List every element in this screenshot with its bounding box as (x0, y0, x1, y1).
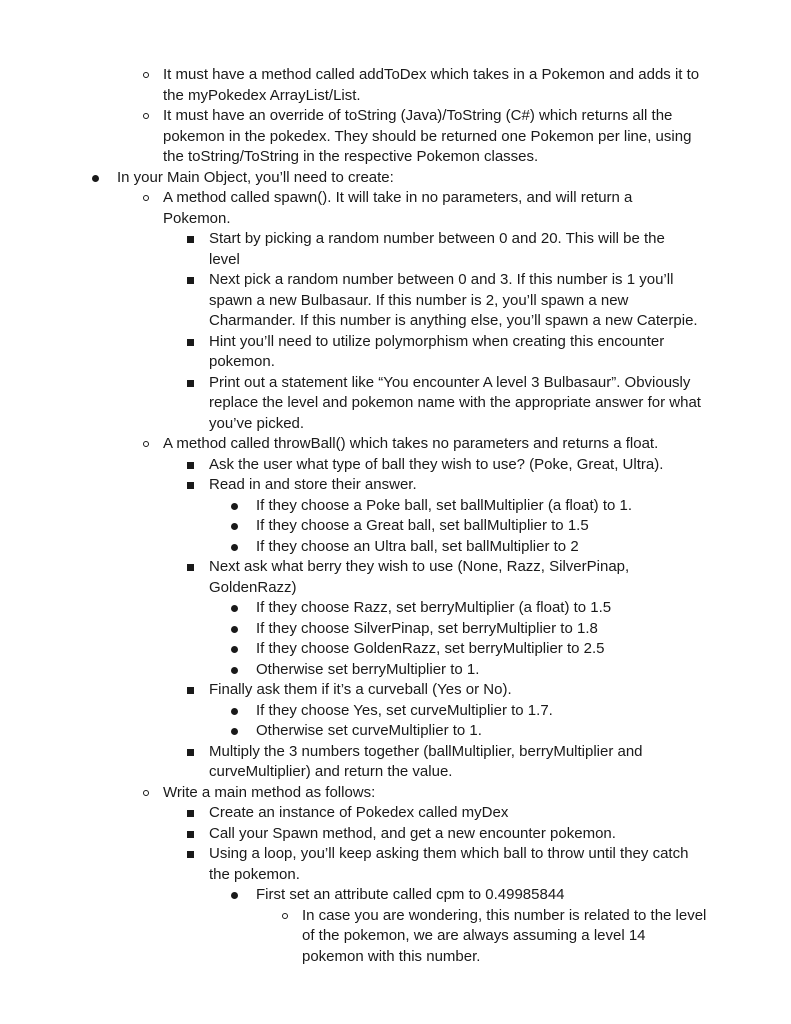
circle-bullet-icon (143, 113, 149, 119)
circle-bullet-icon (143, 72, 149, 78)
text-line: Pokemon. (163, 210, 231, 227)
text-line: Start by picking a random number between 0 and 20. This will be the (209, 230, 665, 247)
square-bullet-icon (187, 482, 194, 489)
text-line: Create an instance of Pokedex called myDex (209, 804, 509, 821)
square-bullet-icon (187, 810, 194, 817)
text-line: Finally ask them if it’s a curveball (Yes or No). (209, 681, 512, 698)
text-line: If they choose a Great ball, set ballMultiplier to 1.5 (256, 517, 589, 534)
square-bullet-icon (187, 380, 194, 387)
circle-bullet-icon (143, 441, 149, 447)
text-line: It must have an override of toString (Java)/ToString (C#) which returns all the (163, 107, 673, 124)
text-line: GoldenRazz) (209, 579, 297, 596)
text-line: Multiply the 3 numbers together (ballMultiplier, berryMultiplier and (209, 743, 643, 760)
text-line: Next pick a random number between 0 and 3. If this number is 1 you’ll (209, 271, 674, 288)
disc-bullet-icon (231, 728, 238, 735)
text-line: Print out a statement like “You encounter A level 3 Bulbasaur”. Obviously (209, 374, 691, 391)
text-line: replace the level and pokemon name with the appropriate answer for what (209, 394, 701, 411)
text-line: If they choose Yes, set curveMultiplier to 1.7. (256, 702, 553, 719)
text-line: If they choose SilverPinap, set berryMultiplier to 1.8 (256, 620, 598, 637)
text-line: the pokemon. (209, 866, 300, 883)
text-line: If they choose an Ultra ball, set ballMultiplier to 2 (256, 538, 579, 555)
text-line: Hint you’ll need to utilize polymorphism when creating this encounter (209, 333, 665, 350)
text-line: Write a main method as follows: (163, 784, 376, 801)
disc-bullet-icon (231, 503, 238, 510)
text-line: A method called throwBall() which takes no parameters and returns a float. (163, 435, 659, 452)
text-line: Otherwise set berryMultiplier to 1. (256, 661, 480, 678)
text-line: pokemon with this number. (302, 948, 481, 965)
square-bullet-icon (187, 339, 194, 346)
text-line: spawn a new Bulbasaur. If this number is 2, you’ll spawn a new (209, 292, 629, 309)
disc-bullet-icon (92, 175, 99, 182)
square-bullet-icon (187, 749, 194, 756)
square-bullet-icon (187, 564, 194, 571)
text-line: A method called spawn(). It will take in no parameters, and will return a (163, 189, 633, 206)
text-line: In case you are wondering, this number is related to the level (302, 907, 707, 924)
text-line: Next ask what berry they wish to use (None, Razz, SilverPinap, (209, 558, 630, 575)
square-bullet-icon (187, 277, 194, 284)
square-bullet-icon (187, 831, 194, 838)
text-line: curveMultiplier) and return the value. (209, 763, 453, 780)
disc-bullet-icon (231, 892, 238, 899)
square-bullet-icon (187, 851, 194, 858)
text-line: Ask the user what type of ball they wish to use? (Poke, Great, Ultra). (209, 456, 664, 473)
text-line: Read in and store their answer. (209, 476, 417, 493)
disc-bullet-icon (231, 626, 238, 633)
circle-bullet-icon (143, 195, 149, 201)
circle-bullet-icon (282, 913, 288, 919)
text-line: Otherwise set curveMultiplier to 1. (256, 722, 482, 739)
text-line: the myPokedex ArrayList/List. (163, 87, 361, 104)
text-line: Using a loop, you’ll keep asking them which ball to throw until they catch (209, 845, 689, 862)
square-bullet-icon (187, 462, 194, 469)
disc-bullet-icon (231, 646, 238, 653)
disc-bullet-icon (231, 544, 238, 551)
disc-bullet-icon (231, 523, 238, 530)
text-line: you’ve picked. (209, 415, 305, 432)
text-line: of the pokemon, we are always assuming a level 14 (302, 927, 646, 944)
text-line: pokemon in the pokedex. They should be returned one Pokemon per line, using (163, 128, 692, 145)
text-line: Charmander. If this number is anything else, you’ll spawn a new Caterpie. (209, 312, 698, 329)
text-line: If they choose GoldenRazz, set berryMultiplier to 2.5 (256, 640, 605, 657)
text-line: First set an attribute called cpm to 0.49985844 (256, 886, 565, 903)
square-bullet-icon (187, 236, 194, 243)
text-line: In your Main Object, you’ll need to create: (117, 169, 394, 186)
circle-bullet-icon (143, 790, 149, 796)
text-line: pokemon. (209, 353, 275, 370)
disc-bullet-icon (231, 667, 238, 674)
disc-bullet-icon (231, 708, 238, 715)
square-bullet-icon (187, 687, 194, 694)
text-line: the toString/ToString in the respective Pokemon classes. (163, 148, 539, 165)
text-line: If they choose Razz, set berryMultiplier (a float) to 1.5 (256, 599, 612, 616)
text-line: Call your Spawn method, and get a new encounter pokemon. (209, 825, 616, 842)
text-line: If they choose a Poke ball, set ballMultiplier (a float) to 1. (256, 497, 633, 514)
text-line: It must have a method called addToDex which takes in a Pokemon and adds it to (163, 66, 700, 83)
disc-bullet-icon (231, 605, 238, 612)
text-line: level (209, 251, 240, 268)
